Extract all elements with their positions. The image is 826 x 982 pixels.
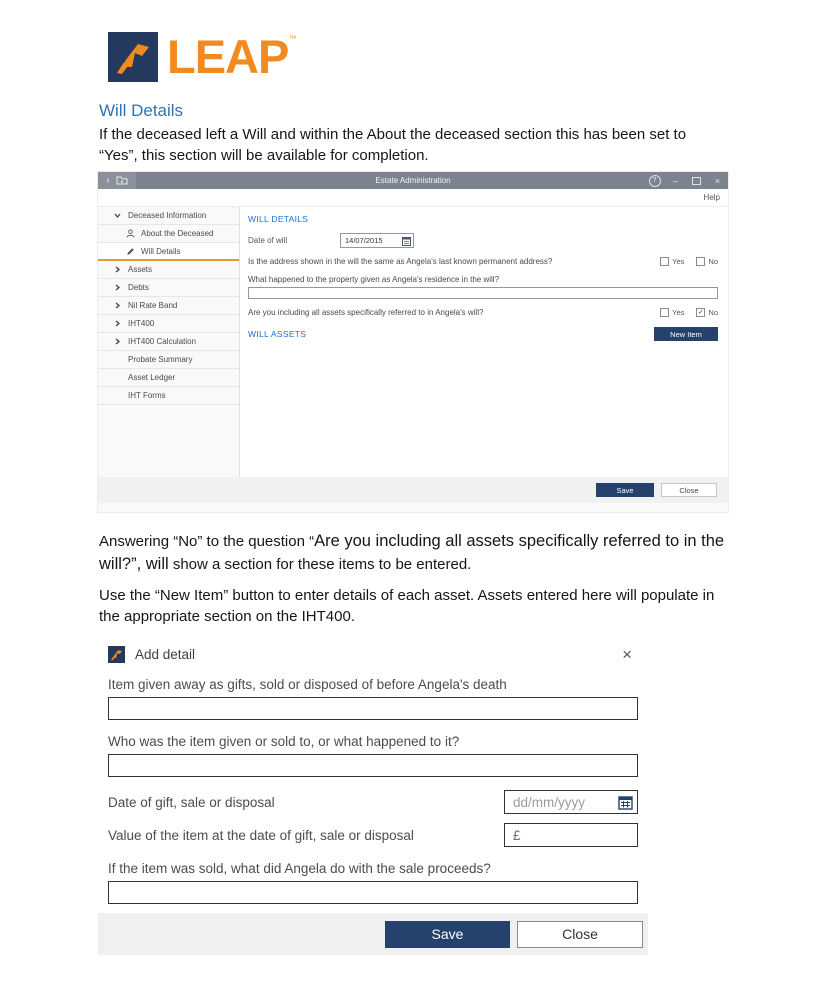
person-icon <box>126 229 135 238</box>
sidebar-item-nil-rate-band[interactable]: Nil Rate Band <box>98 297 239 315</box>
assets-yes-checkbox[interactable] <box>660 308 669 317</box>
intro-paragraph: If the deceased left a Will and within the About the deceased section this has been set to “Yes”, this section will be available for completion. <box>99 126 687 164</box>
dialog-header <box>98 635 648 663</box>
address-no-checkbox[interactable] <box>696 257 705 266</box>
date-placeholder: dd/mm/yyyy <box>513 794 586 810</box>
question-assets-row <box>248 308 718 317</box>
close-button[interactable]: Close <box>661 483 717 497</box>
help-link[interactable]: Help <box>703 193 720 202</box>
address-yes-no-group <box>660 257 718 266</box>
pen-icon <box>126 247 135 256</box>
window-titlebar <box>98 172 728 189</box>
date-of-will-input[interactable] <box>340 233 414 248</box>
estate-administration-window <box>98 172 728 512</box>
yes-label: Yes <box>672 308 685 317</box>
sidebar-item-assets[interactable]: Assets <box>98 261 239 279</box>
para2-after: show a section for these items to be entered. <box>168 556 472 573</box>
save-button[interactable]: Save <box>596 483 654 497</box>
sidebar-item-asset-ledger[interactable]: Asset Ledger <box>98 369 239 387</box>
chevron-right-icon <box>114 302 121 309</box>
date-of-will-value: 14/07/2015 <box>345 236 383 245</box>
assets-no-checkbox-checked[interactable]: ✓ <box>697 309 704 316</box>
back-icon[interactable]: ‹ <box>106 174 110 186</box>
dialog-close-button[interactable]: Close <box>517 921 643 948</box>
sidebar-item-iht400-calculation[interactable]: IHT400 Calculation <box>98 333 239 351</box>
page-title: Will Details <box>99 101 184 120</box>
trademark-symbol: ™ <box>288 34 297 43</box>
sale-proceeds-input[interactable] <box>108 881 638 904</box>
minimize-button[interactable] <box>665 172 686 189</box>
close-icon: × <box>714 175 721 186</box>
sidebar-item-iht400[interactable]: IHT400 <box>98 315 239 333</box>
close-button[interactable] <box>707 172 728 189</box>
question-assets-label: Are you including all assets specifically referred to in Angela's will? <box>248 308 484 317</box>
leap-wordmark: LEAP <box>167 30 289 83</box>
who-given-label: Who was the item given or sold to, or what happened to it? <box>108 734 460 749</box>
window-body <box>98 207 728 477</box>
section-title-will-details: WILL DETAILS <box>248 214 309 224</box>
folder-icon[interactable] <box>116 176 128 185</box>
will-details-panel <box>240 207 728 477</box>
sidebar-item-deceased-information[interactable]: Deceased Information <box>98 207 239 225</box>
calendar-icon[interactable] <box>402 236 411 246</box>
who-given-input[interactable] <box>108 754 638 777</box>
para2-before: Answering “No” to the question “ <box>99 533 315 550</box>
section-title-will-assets: WILL ASSETS <box>248 329 307 339</box>
date-of-will-label: Date of will <box>248 236 288 245</box>
sidebar-item-debts[interactable]: Debts <box>98 279 239 297</box>
help-bar <box>98 189 728 207</box>
date-of-gift-input[interactable] <box>504 790 638 814</box>
sidebar-item-about-the-deceased[interactable]: About the Deceased <box>98 225 239 243</box>
value-of-item-input[interactable] <box>504 823 638 847</box>
sidebar-item-iht-forms[interactable]: IHT Forms <box>98 387 239 405</box>
minimize-icon: – <box>672 175 678 186</box>
dialog-footer <box>98 913 648 955</box>
chevron-right-icon <box>114 338 121 345</box>
dialog-fields <box>98 677 648 904</box>
leap-logo <box>108 32 296 82</box>
sidebar-item-probate-summary[interactable]: Probate Summary <box>98 351 239 369</box>
chevron-right-icon <box>114 266 121 273</box>
titlebar-left-group <box>98 172 136 189</box>
value-of-item-label: Value of the item at the date of gift, sale or disposal <box>108 827 414 843</box>
window-footer <box>98 477 728 503</box>
dialog-save-button[interactable]: Save <box>385 921 510 948</box>
new-item-button[interactable]: New Item <box>654 327 718 341</box>
date-of-gift-row <box>108 790 638 814</box>
no-label: No <box>708 308 718 317</box>
titlebar-controls <box>644 172 728 189</box>
property-answer-input[interactable] <box>248 287 718 299</box>
window-bottom-strip <box>98 503 728 512</box>
sidebar-item-will-details[interactable]: Will Details <box>98 243 239 261</box>
maximize-icon <box>692 177 701 185</box>
no-label: No <box>708 257 718 266</box>
sidebar <box>98 207 240 477</box>
new-item-paragraph: Use the “New Item” button to enter details of each asset. Assets entered here will populate in the appropriate section on the IHT400. <box>99 587 715 625</box>
leap-app-icon <box>108 646 125 663</box>
yes-label: Yes <box>672 257 685 266</box>
add-detail-dialog <box>98 635 648 962</box>
dialog-close-icon[interactable]: × <box>622 644 632 664</box>
value-of-item-row <box>108 823 638 847</box>
date-of-will-row <box>248 233 718 248</box>
sale-proceeds-label: If the item was sold, what did Angela do with the sale proceeds? <box>108 861 491 876</box>
question-property-label: What happened to the property given as Angela's residence in the will? <box>248 275 500 284</box>
calendar-icon[interactable] <box>618 795 633 810</box>
item-given-label: Item given away as gifts, sold or disposed of before Angela's death <box>108 677 507 692</box>
will-assets-row <box>248 327 718 341</box>
chevron-right-icon <box>114 320 121 327</box>
window-title: Estate Administration <box>375 176 451 185</box>
assets-yes-no-group <box>660 308 718 317</box>
address-yes-checkbox[interactable] <box>660 257 669 266</box>
question-address-label: Is the address shown in the will the same as Angela's last known permanent address? <box>248 257 553 266</box>
currency-symbol: £ <box>513 827 521 843</box>
help-icon: ? <box>649 175 661 187</box>
para2-quoted-question: Are you including all assets specifically referred to in the will?”, will <box>99 532 725 573</box>
dialog-title: Add detail <box>135 646 196 662</box>
date-of-gift-label: Date of gift, sale or disposal <box>108 794 275 810</box>
maximize-button[interactable] <box>686 172 707 189</box>
answering-no-paragraph <box>99 530 727 576</box>
chevron-right-icon <box>114 284 121 291</box>
question-address-row <box>248 257 718 266</box>
help-button[interactable] <box>644 172 665 189</box>
leap-logo-icon <box>108 32 158 82</box>
chevron-down-icon <box>114 212 121 219</box>
item-given-input[interactable] <box>108 697 638 720</box>
